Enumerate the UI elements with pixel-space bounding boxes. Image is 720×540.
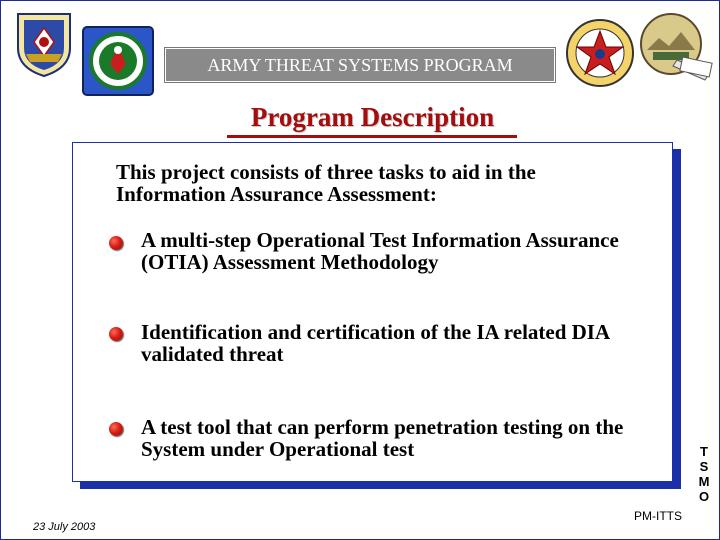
bullet-item: A test tool that can perform penetration testing on the System under Operational test bbox=[141, 415, 624, 461]
side-letter: O bbox=[698, 489, 710, 504]
footer-pm-label: PM-ITTS bbox=[634, 509, 682, 523]
side-letter: T bbox=[700, 444, 708, 459]
army-crest-icon bbox=[14, 8, 74, 78]
side-letter: S bbox=[699, 459, 709, 474]
bullet-icon bbox=[109, 422, 123, 436]
training-patch-icon bbox=[82, 26, 154, 96]
intro-text: This project consists of three tasks to aid in the Information Assurance Assessment: bbox=[116, 160, 536, 206]
title-underline bbox=[227, 135, 517, 138]
side-label bbox=[697, 444, 711, 504]
bullet-icon bbox=[109, 327, 123, 341]
side-letter: M bbox=[698, 474, 710, 489]
footer-date: 23 July 2003 bbox=[33, 521, 96, 533]
bullet-item: A multi-step Operational Test Information Assurance (OTIA) Assessment Methodology bbox=[141, 228, 619, 274]
page-title: Program Description bbox=[250, 102, 495, 132]
range-emblem-icon bbox=[637, 10, 713, 82]
program-banner: ARMY THREAT SYSTEMS PROGRAM bbox=[165, 48, 555, 82]
star-seal-icon bbox=[565, 18, 635, 88]
bullet-item: Identification and certification of the IA related DIA validated threat bbox=[141, 320, 609, 366]
bullet-icon bbox=[109, 236, 123, 250]
